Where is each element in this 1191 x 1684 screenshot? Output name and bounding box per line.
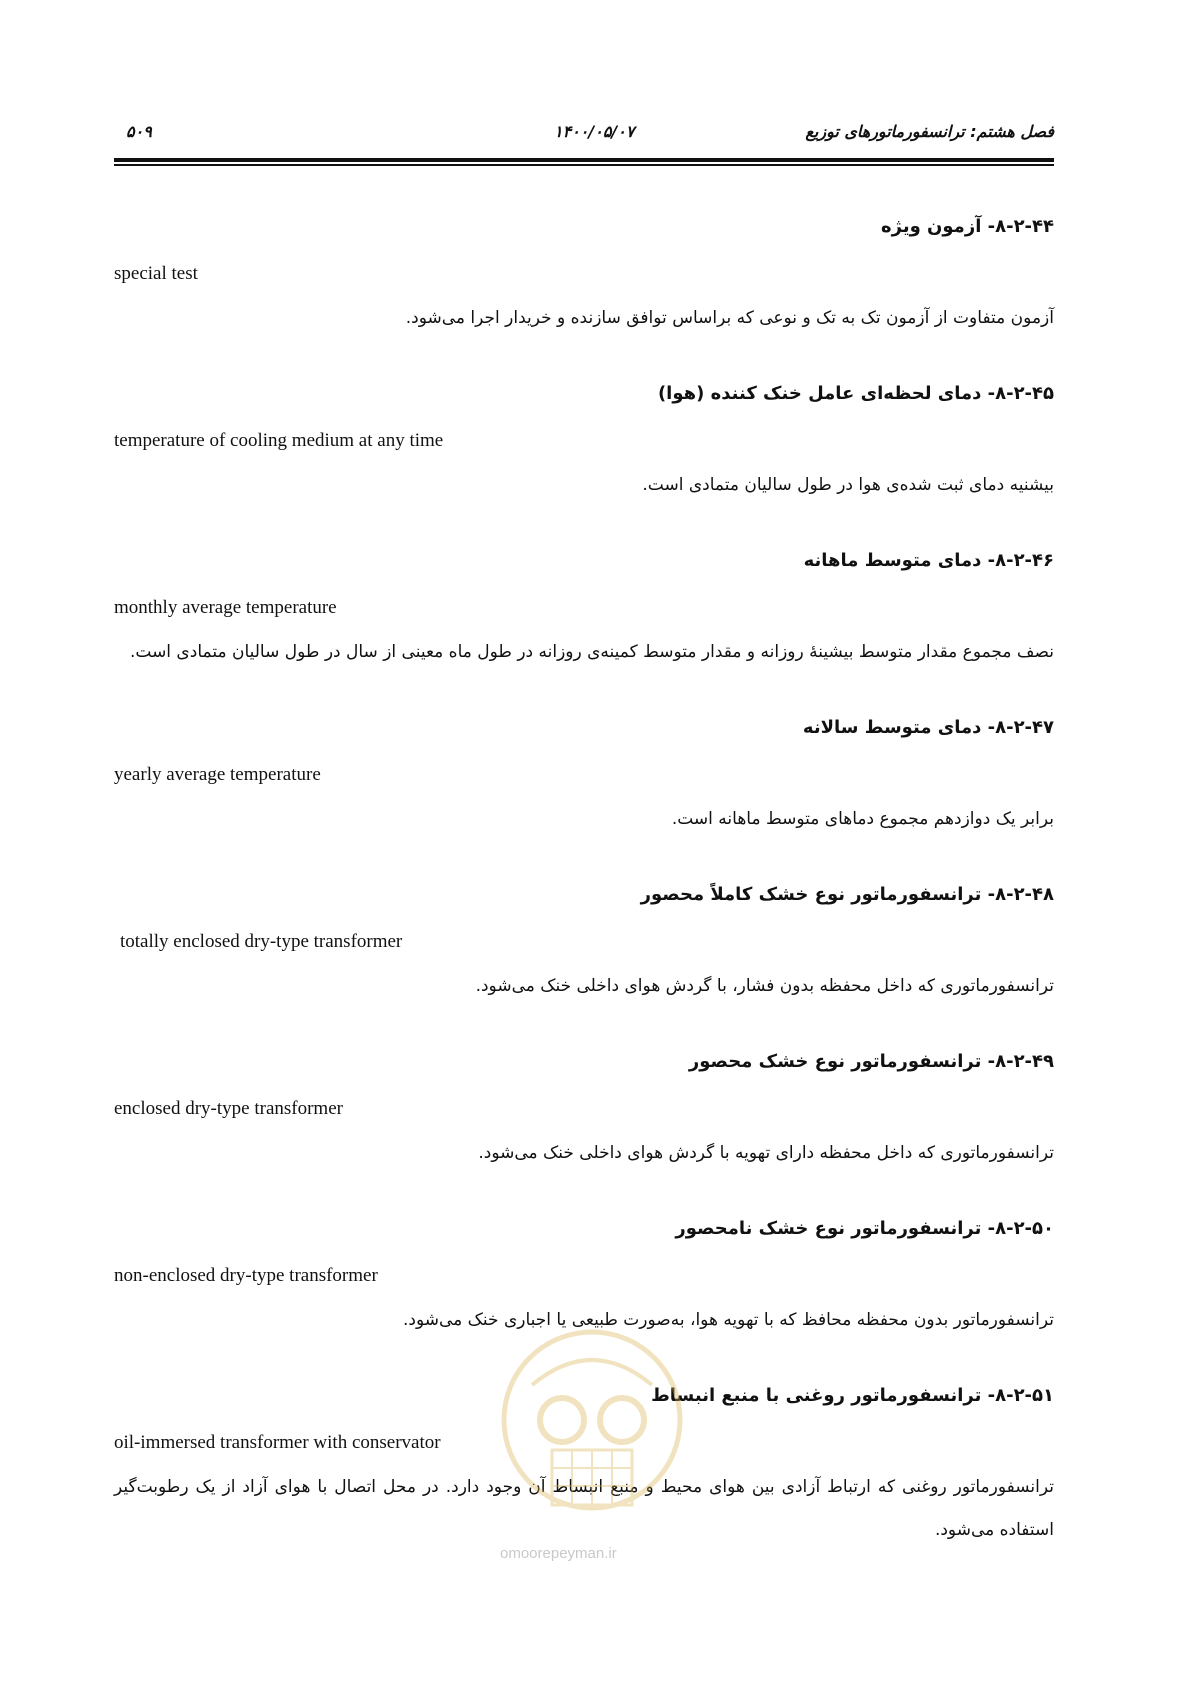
chapter-title: فصل هشتم: ترانسفورماتورهای توزیع [805,122,1054,141]
entry-description: ترانسفورماتوری که داخل محفظه دارای تهویه با گردش هوای داخلی خنک می‌شود. [478,1143,1054,1163]
entry-english-term: yearly average temperature [114,764,321,785]
definition-entry [114,380,1054,507]
entry-description: ترانسفورماتور روغنی که ارتباط آزادی بین هوای محیط و منبع انبساط آن وجود دارد. در محل اتصال با هوای آزاد از یک رطوبت‌گیر استفاده می‌شود. [114,1477,1054,1540]
entry-heading: ۸-۲-۴۴- آزمون ویژه [881,216,1054,237]
entry-description: بیشنیه دمای ثبت شده‌ی هوا در طول سالیان متمادی است. [642,475,1054,495]
entry-heading: ۸-۲-۴۵- دمای لحظه‌ای عامل خنک کننده (هوا) [657,383,1054,404]
entry-heading: ۸-۲-۵۱- ترانسفورماتور روغنی با منبع انبساط [651,1385,1054,1406]
definition-entry [114,1048,1054,1175]
entry-description: ترانسفورماتور بدون محفظه محافظ که با تهویه هوا، به‌صورت طبیعی یا اجباری خنک می‌شود. [403,1310,1054,1330]
definition-entry [114,1215,1054,1342]
entry-heading: ۸-۲-۵۰- ترانسفورماتور نوع خشک نامحصور [675,1218,1054,1239]
entry-english-term: special test [114,263,198,284]
entry-english-term: non-enclosed dry-type transformer [114,1265,378,1286]
entry-heading: ۸-۲-۴۷- دمای متوسط سالانه [802,717,1054,738]
entry-description: آزمون متفاوت از آزمون تک به تک و نوعی که براساس توافق سازنده و خریدار اجرا می‌شود. [405,308,1054,328]
entry-description: ترانسفورماتوری که داخل محفظه بدون فشار، با گردش هوای داخلی خنک می‌شود. [475,976,1054,996]
entry-heading: ۸-۲-۴۹- ترانسفورماتور نوع خشک محصور [688,1051,1054,1072]
definition-entry [114,547,1054,674]
header-date: ۱۴۰۰/۰۵/۰۷ [554,122,635,141]
watermark-url: omoorepeyman.ir [500,1545,617,1562]
entry-english-term: enclosed dry-type transformer [114,1098,343,1119]
entry-english-term: monthly average temperature [114,597,337,618]
watermark-logo [492,1325,692,1540]
header-rule-thick [114,158,1054,162]
page-number: ۵۰۹ [126,122,152,141]
entry-description: برابر یک دوازدهم مجموع دماهای متوسط ماهانه است. [671,809,1054,829]
entry-description: نصف مجموع مقدار متوسط بیشینهٔ روزانه و مقدار متوسط کمینه‌ی روزانه در طول ماه معینی از سال در طول سالیان متمادی است. [129,642,1054,662]
entry-english-term: oil-immersed transformer with conservator [114,1432,441,1453]
entry-english-term: totally enclosed dry-type transformer [120,931,403,952]
entry-english-term: temperature of cooling medium at any time [114,430,444,451]
entry-heading: ۸-۲-۴۶- دمای متوسط ماهانه [803,550,1054,571]
header-rule-thin [114,164,1054,166]
definition-entry [114,213,1054,340]
page-header [114,122,1054,152]
definition-entry [114,714,1054,841]
entry-heading: ۸-۲-۴۸- ترانسفورماتور نوع خشک کاملاً محصور [640,884,1054,905]
definition-entry [114,881,1054,1008]
